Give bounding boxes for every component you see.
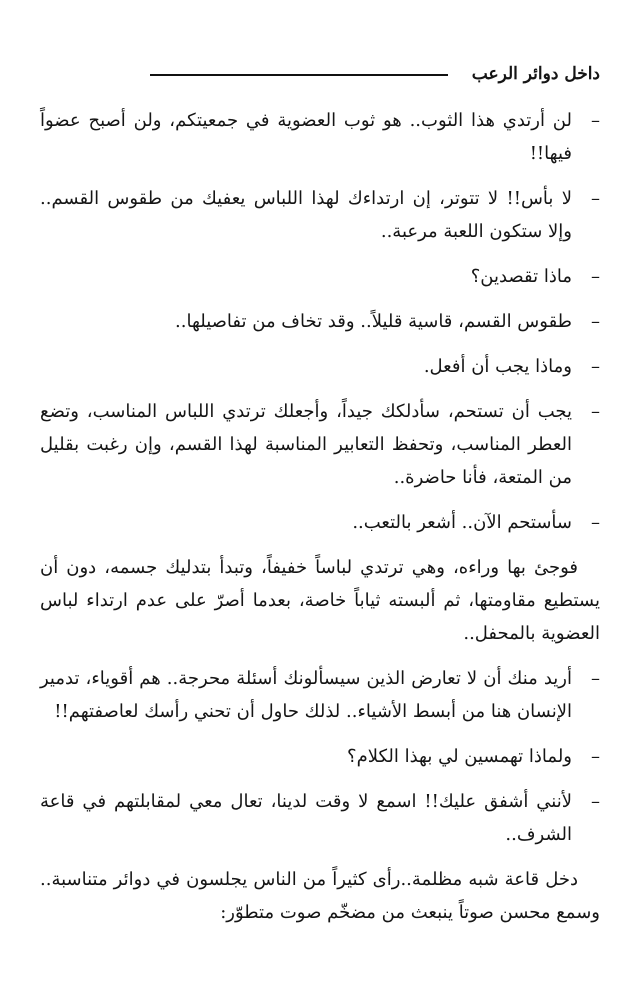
dialogue-line <box>40 260 600 293</box>
page-body <box>40 104 600 941</box>
dialogue-dash: – <box>591 746 600 767</box>
dialogue-line <box>40 662 600 728</box>
dialogue-dash: – <box>591 668 600 689</box>
dialogue-dash: – <box>591 110 600 131</box>
dialogue-text: ولماذا تهمسين لي بهذا الكلام؟ <box>347 746 572 767</box>
dialogue-line <box>40 785 600 851</box>
dialogue-text: طقوس القسم، قاسية قليلاً.. وقد تخاف من تفاصيلها.. <box>175 311 572 332</box>
dialogue-text: سأستحم الآن.. أشعر بالتعب.. <box>352 512 572 533</box>
dialogue-dash: – <box>591 512 600 533</box>
dialogue-line <box>40 740 600 773</box>
dialogue-text: لن أرتدي هذا الثوب.. هو ثوب العضوية في جمعيتكم، ولن أصبح عضواً فيها!! <box>40 110 572 164</box>
dialogue-dash: – <box>591 188 600 209</box>
dialogue-dash: – <box>591 401 600 422</box>
dialogue-line <box>40 506 600 539</box>
header-rule <box>150 74 448 76</box>
dialogue-text: يجب أن تستحم، سأدلكك جيداً، وأجعلك ترتدي اللباس المناسب، وتضع العطر المناسب، وتحفظ التعابير المناسبة لهذا القسم، وإن رغبت بقليل من المتعة، فأنا حاضرة.. <box>40 401 572 488</box>
dialogue-text: ماذا تقصدين؟ <box>470 266 572 287</box>
dialogue-text: لا بأس!! لا تتوتر، إن ارتداءك لهذا اللباس يعفيك من طقوس القسم.. وإلا ستكون اللعبة مرعبة.. <box>40 188 572 242</box>
dialogue-dash: – <box>591 356 600 377</box>
running-header <box>40 58 600 92</box>
dialogue-line <box>40 182 600 248</box>
dialogue-text: وماذا يجب أن أفعل. <box>423 356 572 377</box>
dialogue-dash: – <box>591 266 600 287</box>
dialogue-dash: – <box>591 791 600 812</box>
dialogue-line <box>40 350 600 383</box>
chapter-title: داخل دوائر الرعب <box>471 64 600 84</box>
narrative-paragraph: فوجئ بها وراءه، وهي ترتدي لباساً خفيفاً، وتبدأ بتدليك جسمه، دون أن يستطيع مقاومتها، ثم ألبسته ثياباً خاصة، بعدما أصرّ على عدم ارتداء لباس العضوية بالمحفل.. <box>40 557 600 644</box>
dialogue-line <box>40 395 600 494</box>
dialogue-line <box>40 104 600 170</box>
dialogue-text: لأنني أشفق عليك!! اسمع لا وقت لدينا، تعال معي لمقابلتهم في قاعة الشرف.. <box>40 791 572 845</box>
narrative-paragraph: دخل قاعة شبه مظلمة..رأى كثيراً من الناس يجلسون في دوائر متناسبة.. وسمع محسن صوتاً ينبعث من مضخّم صوت متطوّر: <box>40 869 600 923</box>
dialogue-line <box>40 305 600 338</box>
dialogue-text: أريد منك أن لا تعارض الذين سيسألونك أسئلة محرجة.. هم أقوياء، تدمير الإنسان هنا من أبسط الأشياء.. لذلك حاول أن تحني رأسك لعاصفتهم!! <box>40 668 572 722</box>
dialogue-dash: – <box>591 311 600 332</box>
